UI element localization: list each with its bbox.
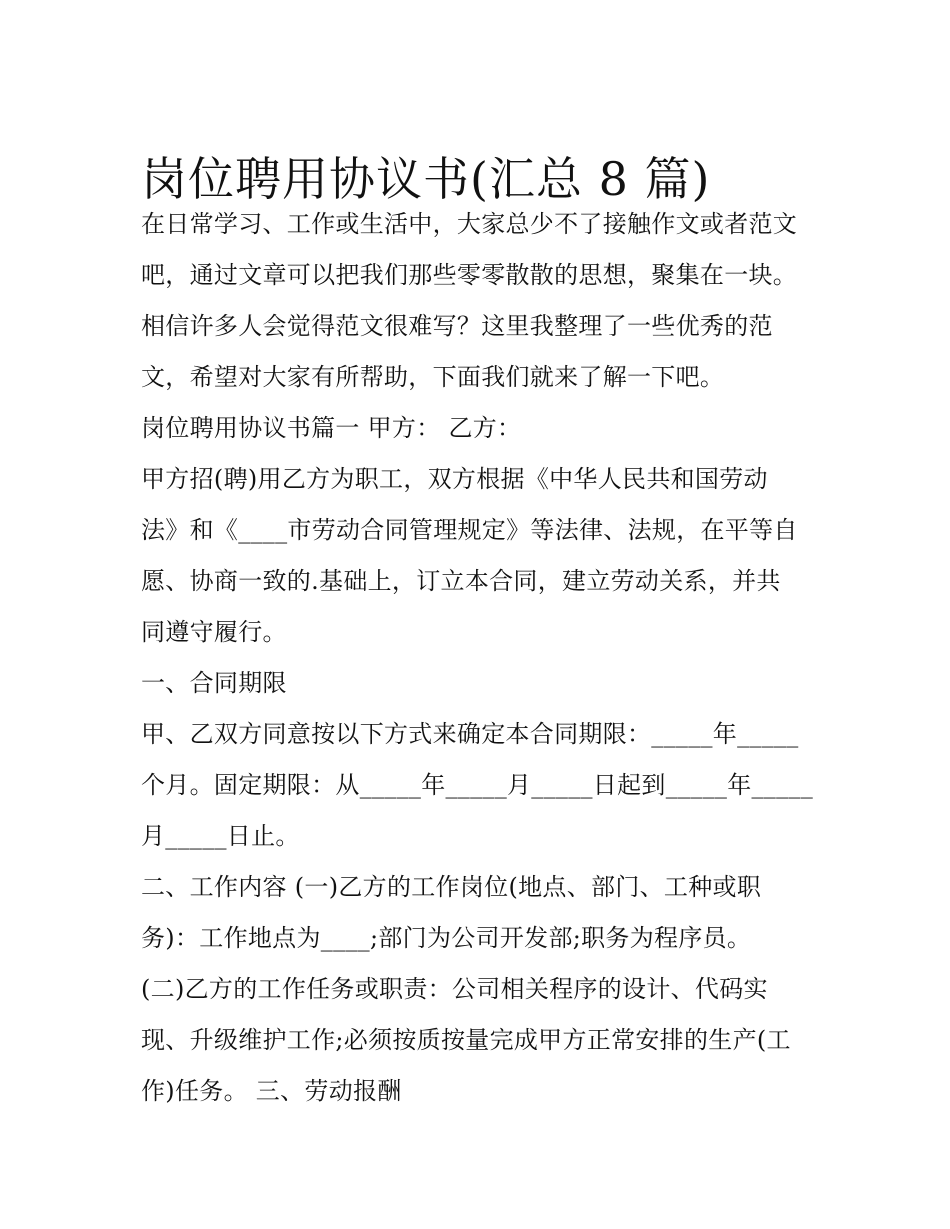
body-line: 月_____日止。 <box>141 822 300 850</box>
section-heading-article-one: 岗位聘用协议书篇一 甲方： 乙方： <box>141 414 522 442</box>
body-line: 文，希望对大家有所帮助，下面我们就来了解一下吧。 <box>141 363 725 391</box>
body-line: 务)：工作地点为____;部门为公司开发部;职务为程序员。 <box>141 924 752 952</box>
body-line: 个月。固定期限：从_____年_____月_____日起到_____年_____ <box>141 771 813 799</box>
body-line: 相信许多人会觉得范文很难写？这里我整理了一些优秀的范 <box>141 312 773 340</box>
document-body <box>141 199 821 1117</box>
body-line: 法》和《____市劳动合同管理规定》等法律、法规，在平等自 <box>141 516 798 544</box>
body-line: 甲、乙双方同意按以下方式来确定本合同期限：_____年_____ <box>141 720 799 748</box>
body-line: 吧，通过文章可以把我们那些零零散散的思想，聚集在一块。 <box>141 261 798 289</box>
section-heading-contract-term: 一、合同期限 <box>141 669 287 697</box>
body-line: 在日常学习、工作或生活中，大家总少不了接触作文或者范文 <box>141 210 798 238</box>
body-line: 作)任务。 三、劳动报酬 <box>141 1077 402 1105</box>
section-heading-work-content: 二、工作内容 (一)乙方的工作岗位(地点、部门、工种或职 <box>141 873 762 901</box>
body-line: 现、升级维护工作;必须按质按量完成甲方正常安排的生产(工 <box>141 1026 791 1054</box>
body-line: 甲方招(聘)用乙方为职工，双方根据《中华人民共和国劳动 <box>141 465 768 493</box>
body-line: 同遵守履行。 <box>141 618 287 646</box>
body-line: 愿、协商一致的.基础上，订立本合同，建立劳动关系，并共 <box>141 567 781 595</box>
document-title: 岗位聘用协议书(汇总 8 篇) <box>141 151 711 206</box>
body-line: (二)乙方的工作任务或职责：公司相关程序的设计、代码实 <box>141 975 768 1003</box>
